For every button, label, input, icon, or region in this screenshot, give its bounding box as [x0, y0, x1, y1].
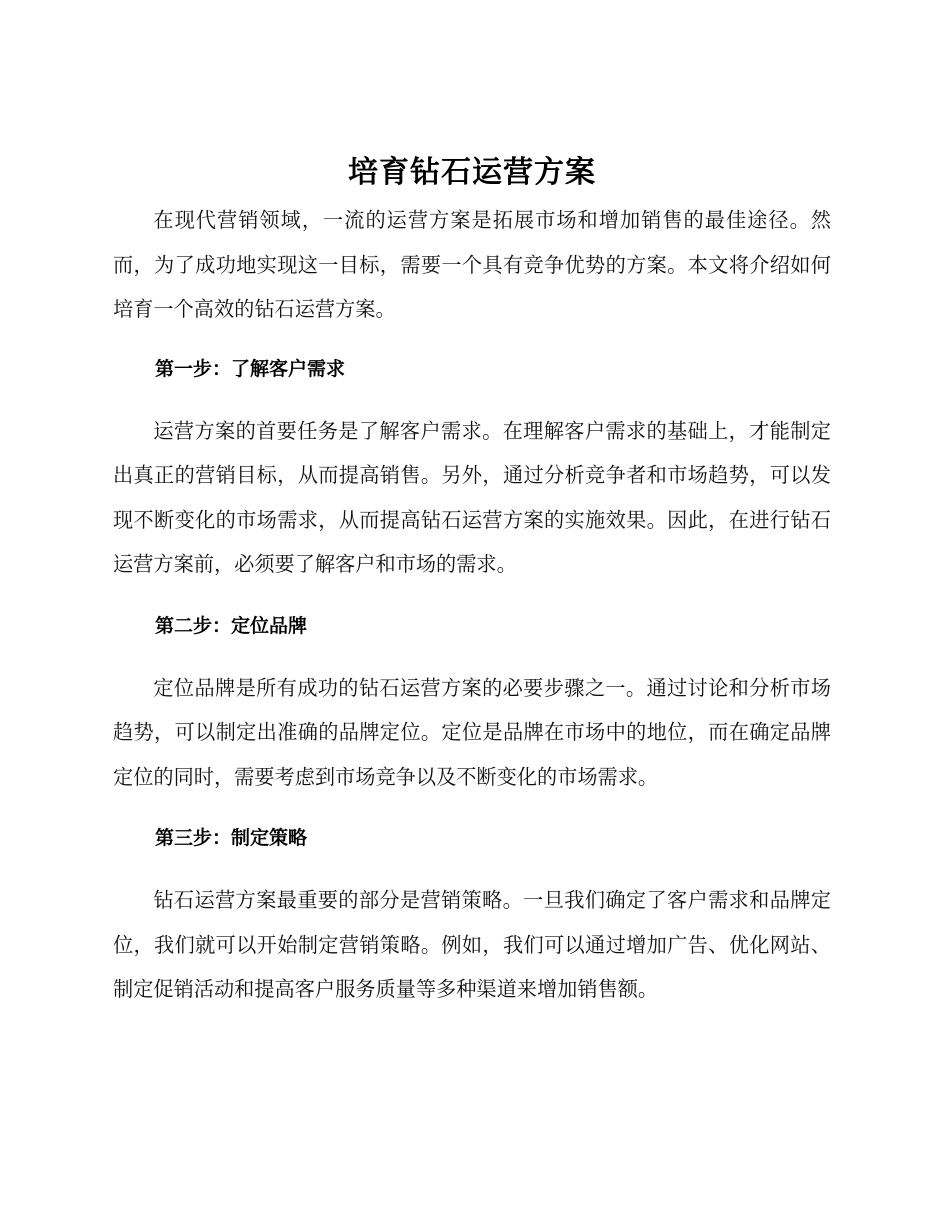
section-body: 运营方案的首要任务是了解客户需求。在理解客户需求的基础上，才能制定出真正的营销目标，从而提高销售。另外，通过分析竞争者和市场趋势，可以发现不断变化的市场需求，从而提高钻石运营方案的实施效果。因此，在进行钻石运营方案前，必须要了解客户和市场的需求。	[113, 418, 831, 576]
section-step-2	[113, 611, 831, 824]
section-body: 钻石运营方案最重要的部分是营销策略。一旦我们确定了客户需求和品牌定位，我们就可以开始制定营销策略。例如，我们可以通过增加广告、优化网站、制定促销活动和提高客户服务质量等多种渠道来增加销售额。	[113, 888, 831, 1001]
section-heading: 第二步：定位品牌	[155, 614, 308, 637]
document-page	[113, 148, 831, 1012]
section-heading: 第三步：制定策略	[155, 827, 308, 849]
spacer	[113, 853, 831, 878]
section-step-1	[113, 354, 831, 611]
spacer	[113, 384, 831, 409]
section-body: 定位品牌是所有成功的钻石运营方案的必要步骤之一。通过讨论和分析市场趋势，可以制定出准确的品牌定位。定位是品牌在市场中的地位，而在确定品牌定位的同时，需要考虑到市场竞争以及不断变化的市场需求。	[113, 675, 831, 789]
section-step-3	[113, 823, 831, 1012]
document-title: 培育钻石运营方案	[348, 155, 596, 190]
spacer	[113, 587, 831, 611]
intro-paragraph: 在现代营销领域，一流的运营方案是拓展市场和增加销售的最佳途径。然而，为了成功地实现这一目标，需要一个具有竞争优势的方案。本文将介绍如何培育一个高效的钻石运营方案。	[113, 208, 831, 321]
section-heading: 第一步：了解客户需求	[155, 357, 346, 380]
spacer	[113, 799, 831, 823]
spacer	[113, 641, 831, 666]
spacer	[113, 332, 831, 354]
